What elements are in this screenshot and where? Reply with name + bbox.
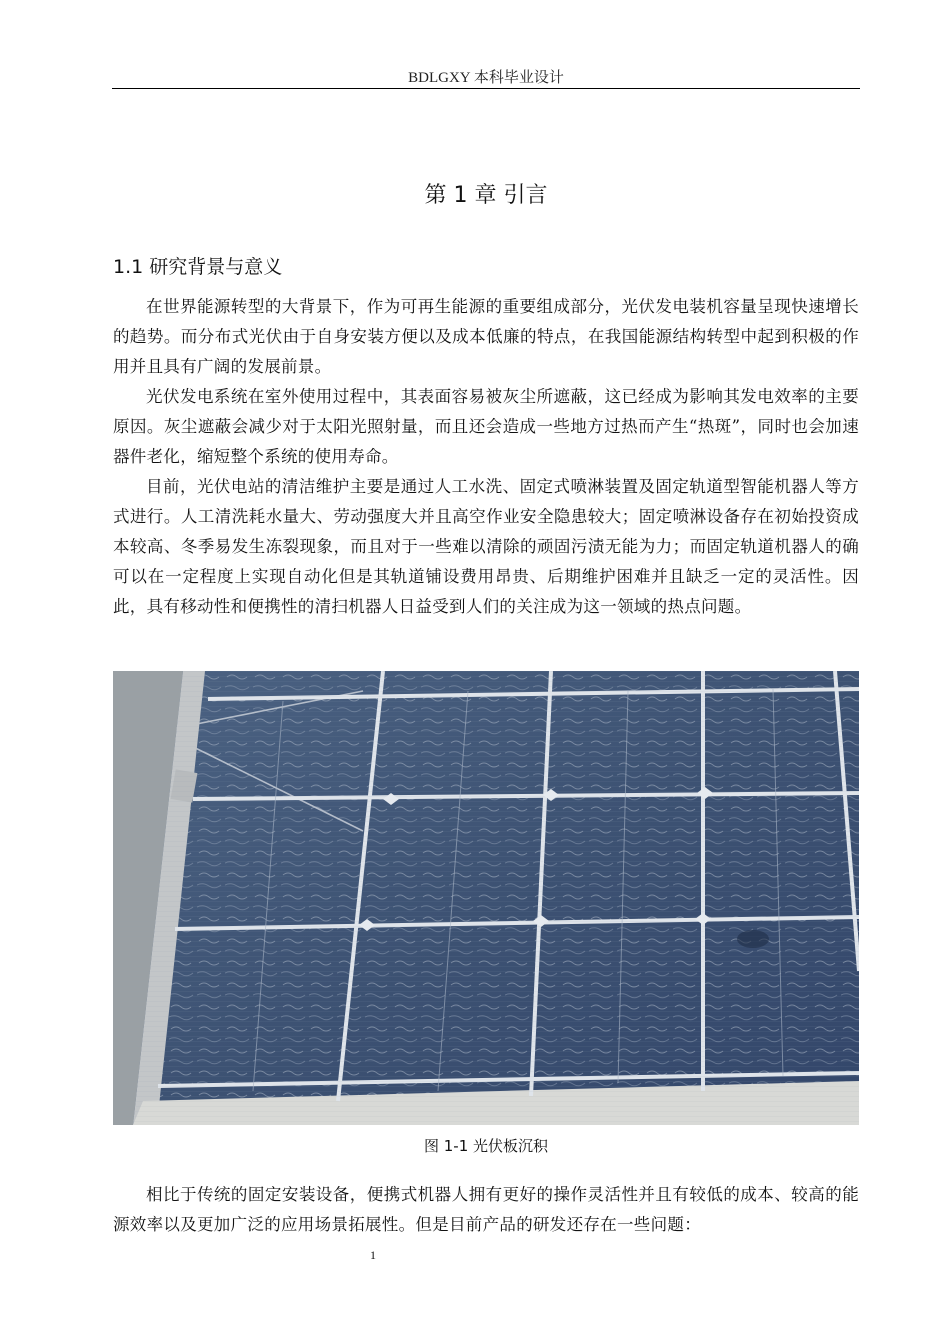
- paragraph: 目前，光伏电站的清洁维护主要是通过人工水洗、固定式喷淋装置及固定轨道型智能机器人等方式进行。人工清洗耗水量大、劳动强度大并且高空作业安全隐患较大；固定喷淋设备存在初始投资成本较高、冬季易发生冻裂现象，而且对于一些难以清除的顽固污渍无能为力；而固定轨道机器人的确可以在一定程度上实现自动化但是其轨道铺设费用昂贵、后期维护困难并且缺乏一定的灵活性。因此，具有移动性和便携性的清扫机器人日益受到人们的关注成为这一领域的热点问题。: [113, 477, 859, 616]
- body-text-continued: [113, 1180, 859, 1240]
- section-title: 1.1 研究背景与意义: [113, 256, 283, 278]
- body-text: [113, 292, 859, 622]
- chapter-title: 第 1 章 引言: [424, 183, 548, 208]
- paragraph: 在世界能源转型的大背景下，作为可再生能源的重要组成部分，光伏发电装机容量呈现快速增长的趋势。而分布式光伏由于自身安装方便以及成本低廉的特点，在我国能源结构转型中起到积极的作用并且具有广阔的发展前景。: [113, 297, 859, 376]
- figure-caption: 图 1-1 光伏板沉积: [423, 1137, 549, 1155]
- paragraph: 相比于传统的固定安装设备，便携式机器人拥有更好的操作灵活性并且有较低的成本、较高的能源效率以及更加广泛的应用场景拓展性。但是目前产品的研发还存在一些问题：: [113, 1185, 859, 1234]
- header-rule: [112, 88, 860, 89]
- page-header: BDLGXY 本科毕业设计: [408, 70, 564, 86]
- solar-panel-photo: [113, 671, 859, 1125]
- paragraph: 光伏发电系统在室外使用过程中，其表面容易被灰尘所遮蔽，这已经成为影响其发电效率的主要原因。灰尘遮蔽会减少对于太阳光照射量，而且还会造成一些地方过热而产生“热斑”，同时也会加速器件老化，缩短整个系统的使用寿命。: [113, 387, 859, 466]
- page-number: 1: [370, 1248, 376, 1262]
